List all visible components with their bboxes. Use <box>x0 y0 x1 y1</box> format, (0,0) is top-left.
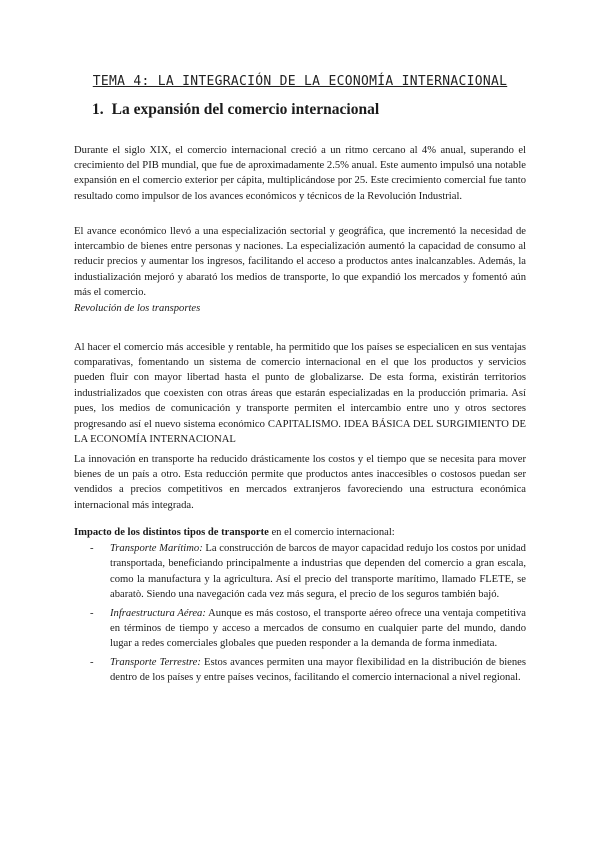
paragraph-2: El avance económico llevó a una especialización sectorial y geográfica, que incrementó la necesidad de intercambio de bienes entre personas y naciones. La especialización aumentó la capacidad de consumo al reducir precios y aumentar los ingresos, facilitando el acceso a productos antes inalcanzables. Además, la industialización mejoró y abarató los medios de transporte, lo que expandió los mercados y fomentó aún más el comercio. <box>74 225 526 299</box>
section-heading <box>92 101 379 119</box>
paragraph-4: La innovación en transporte ha reducido drásticamente los costos y el tiempo que se necesita para mover bienes de un país a otro. Esta reducción permite que productos antes inaccesibles o costosos puedan ser vendidos a precios competitivos en mercados extranjeros favoreciendo una estructura económica internacional más integrada. <box>74 453 526 511</box>
paragraph-5 <box>74 525 526 540</box>
subheading-transport-revolution: Revolución de los transportes <box>74 303 201 314</box>
paragraph-5-bold: Impacto de los distintos tipos de transporte <box>74 526 269 538</box>
list-item-text: Aunque es más costoso, el transporte aéreo ofrece una ventaja competitiva en términos de tiempo y acceso a mercados de consumo en cualquier parte del mundo, dando lugar a redes comerciales globales que pueden responder a la demanda de forma inmediata. <box>110 607 527 650</box>
bullet-dash: - <box>90 607 94 619</box>
list-item <box>90 541 526 603</box>
bullet-dash: - <box>90 656 94 668</box>
list-item <box>90 606 526 652</box>
list-item-term: Infraestructura Aérea: <box>110 607 206 619</box>
section-number: 1. <box>92 101 104 118</box>
list-item-term: Transporte Marítimo: <box>110 543 203 554</box>
transport-types-list <box>90 541 526 689</box>
paragraph-1: Durante el siglo XIX, el comercio internacional creció a un ritmo cercano al 4% anual, superando el crecimiento del PIB mundial, que fue de aproximadamente 2.5% anual. Este aumento impulsó una notable expansión en el comercio exterior per cápita, multiplicándose por 25. Este crecimiento comercial fue tanto resultado como impulsor de los avances económicos y técnicos de la Revolución Industrial. <box>74 144 526 202</box>
bullet-dash: - <box>90 543 94 554</box>
page-title: TEMA 4: LA INTEGRACIÓN DE LA ECONOMÍA INTERNACIONAL <box>92 74 508 89</box>
section-heading-text: La expansión del comercio internacional <box>111 101 380 118</box>
list-item-text: La construcción de barcos de mayor capacidad redujo los costos por unidad transportada, beneficiando principalmente a industrias que dependen del comercio a gran escala, como la manufactura y la agricultura. Así el precio del transporte marítimo, llamado FLETE, se abaratò. Siendo una navegación cada vez más segura, el precio de los seguros también bajó. <box>110 543 526 601</box>
list-item <box>90 655 526 686</box>
list-item-term: Transporte Terrestre: <box>110 656 201 668</box>
paragraph-5-rest: en el comercio internacional: <box>268 526 395 538</box>
list-item-text: Estos avances permiten una mayor flexibilidad en la distribución de bienes dentro de los países y entre países vecinos, facilitando el comercio internacional a nivel regional. <box>110 656 527 684</box>
paragraph-3: Al hacer el comercio más accesible y rentable, ha permitido que los países se especialicen en sus ventajas comparativas, fomentando un sistema de comercio internacional en el que los productos y servicios pueden fluir con mayor libertad hasta el punto de globalizarse. De esta forma, existirán territorios industrializados que coexisten con otras áreas que estarán especializadas en la producción primaria. Así pues, los medios de comunicación y transporte permiten el intercambio entre uno y otros sectores progresando así el nuevo sistema económico CAPITALISMO. IDEA BÁSICA DEL SURGIMIENTO DE LA ECONOMÍA INTERNACIONAL <box>74 341 526 446</box>
